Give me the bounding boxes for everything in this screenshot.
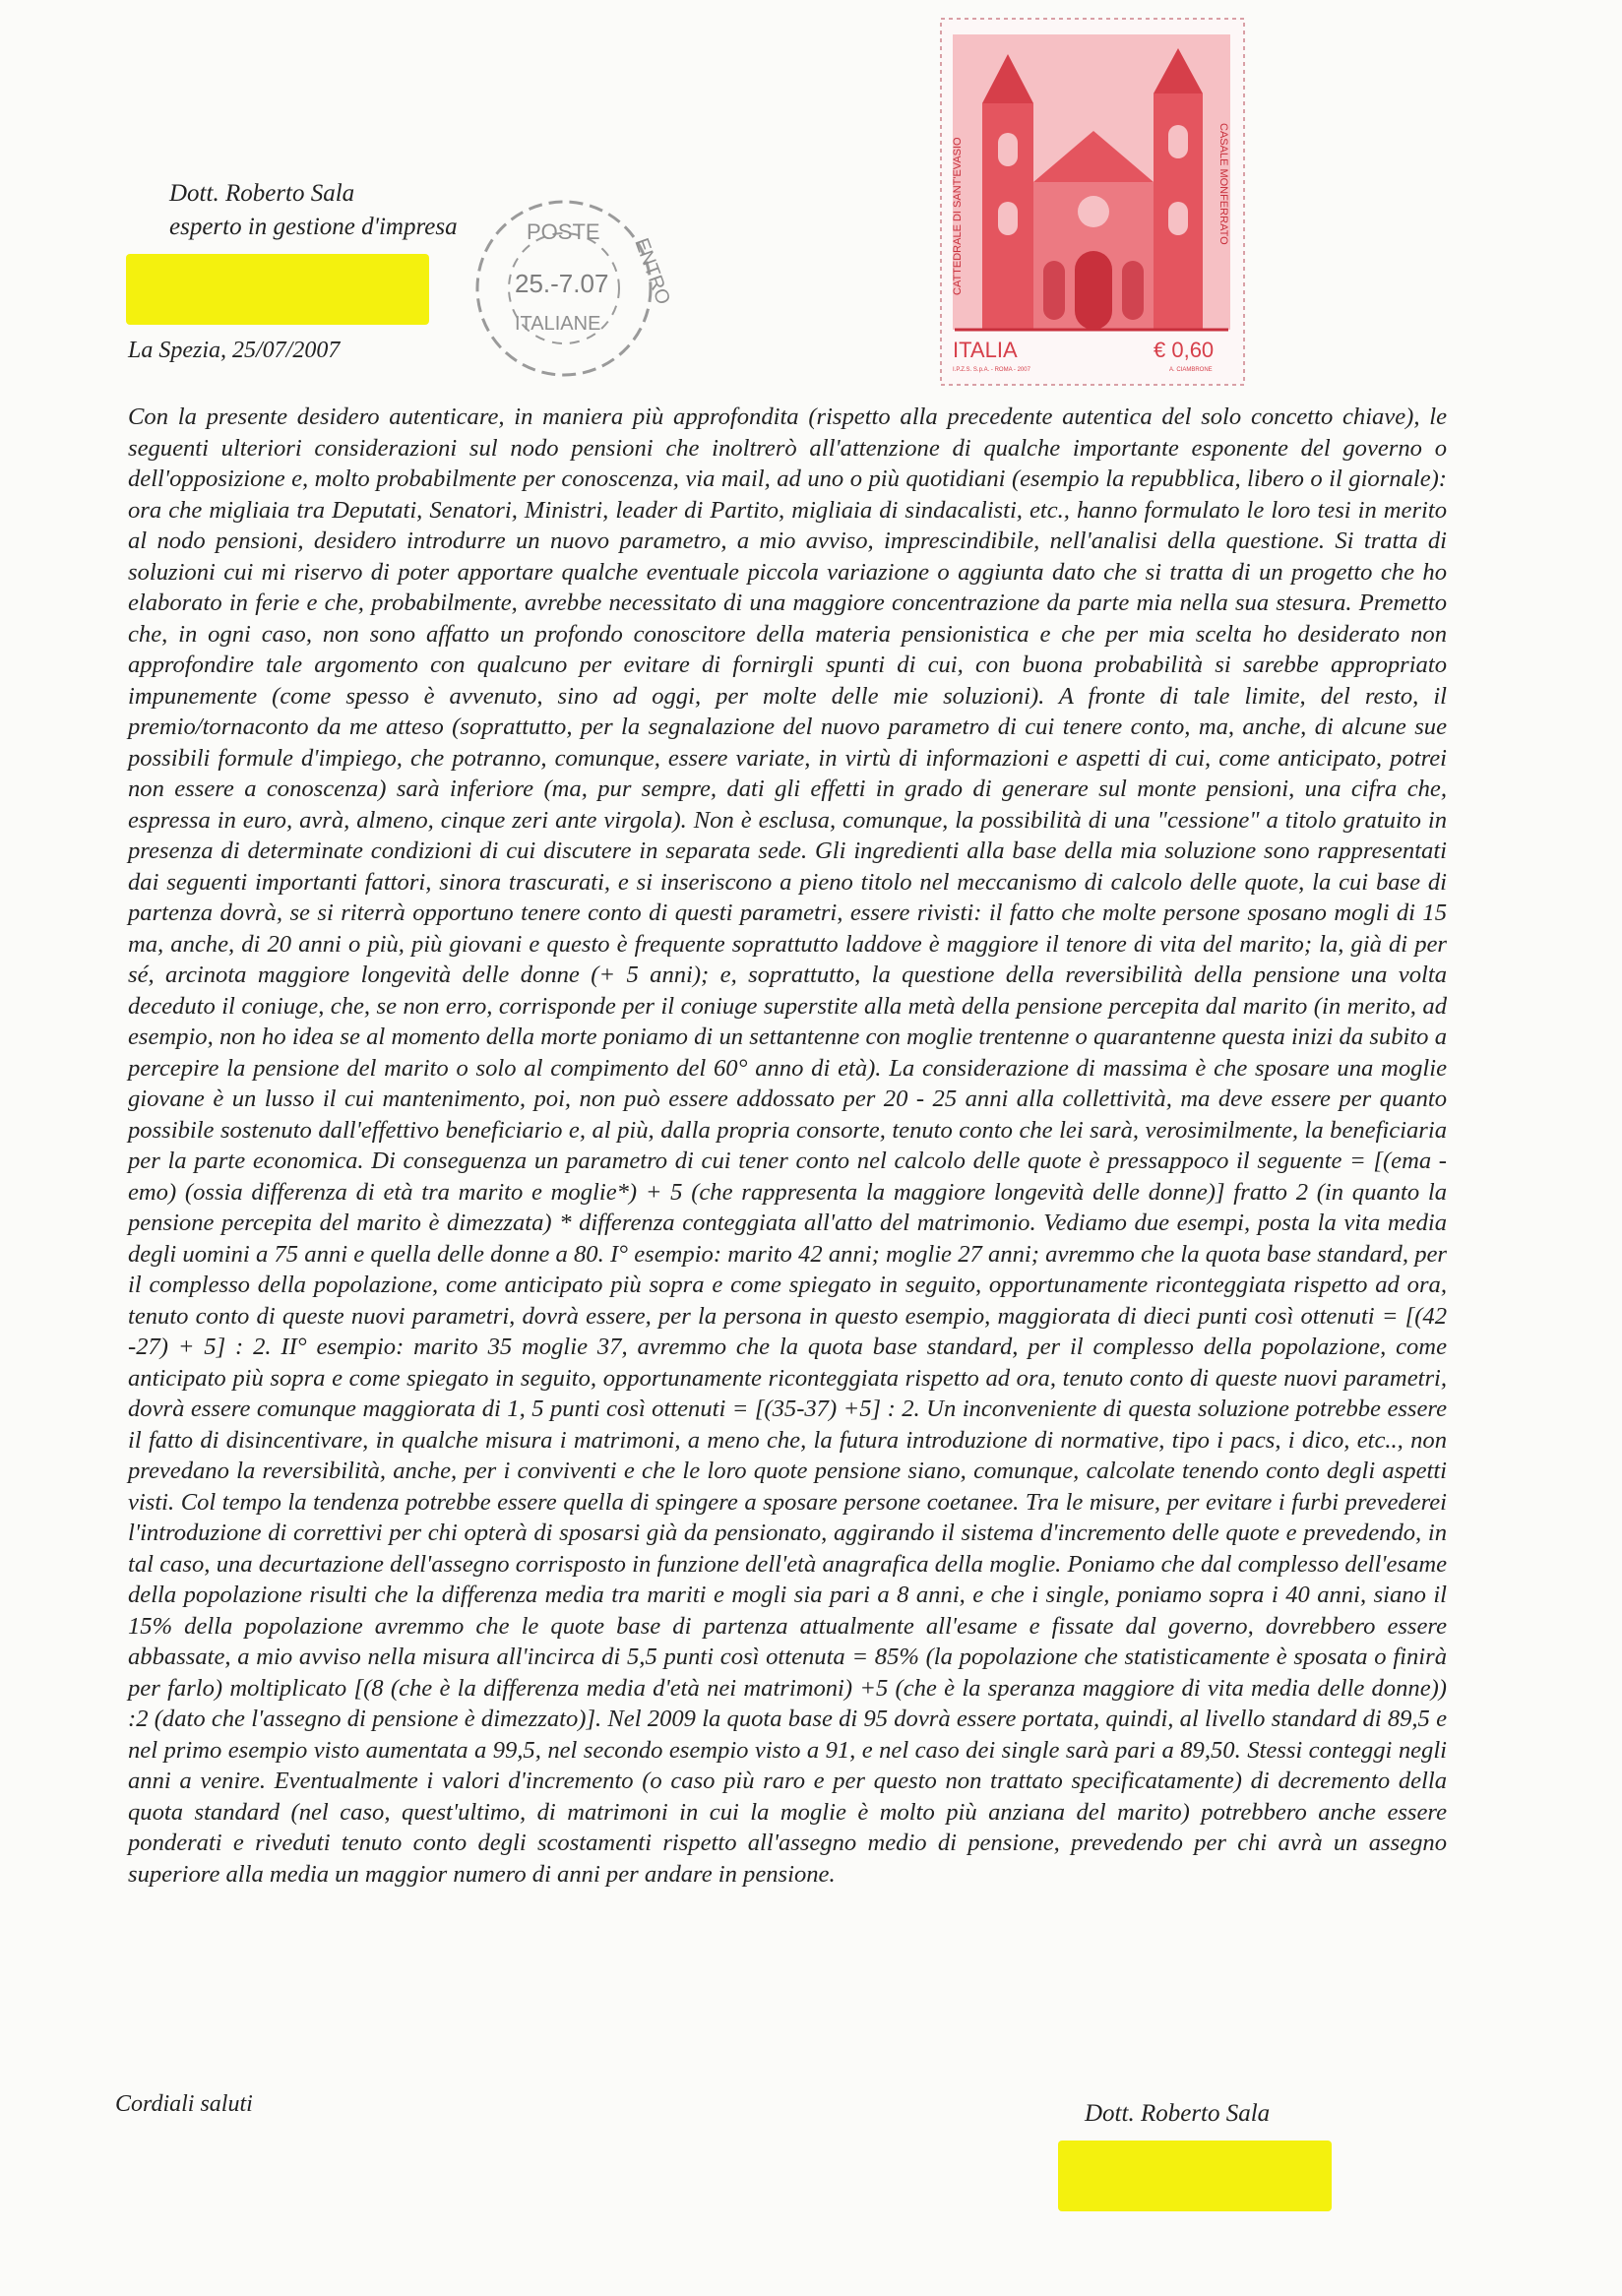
- sender-name: Dott. Roberto Sala: [169, 180, 355, 207]
- postmark-date: 25.-7.07: [515, 269, 609, 298]
- sender-role: esperto in gestione d'impresa: [169, 214, 458, 240]
- postmark-right-text: ENTRO: [630, 235, 674, 308]
- closing-salutation: Cordiali saluti: [115, 2091, 253, 2117]
- letter-body: Con la presente desidero autenticare, in maniera più approfondita (rispetto alla precedente autentica del solo concetto chiave), le seguenti ulteriori considerazioni sul nodo pensioni che inoltrerò all'attenzione di qualche importante esponente del governo o dell'opposizione e, molto probabilmente per conoscenza, via mail, ad uno o più quotidiani (esempio la repubblica, libero o il giornale): ora che migliaia tra Deputati, Senatori, Ministri, leader di Partito, migliaia di sindacalisti, etc., hanno formulato le loro tesi in merito al nodo pensioni, desidero introdurre un nuovo parametro, a mio avviso, imprescindibile, nell'analisi della questione. Si tratta di soluzioni cui mi riservo di poter apportare qualche eventuale piccola variazione o aggiunta dato che si tratta di un progetto che ho elaborato in ferie e che, probabilmente, avrebbe necessitato di una maggiore concentrazione da parte mia nella sua stesura. Premetto che, in ogni caso, non sono affatto un profondo conoscitore della materia pensionistica e che per mia scelta ho desiderato non approfondire tale argomento con qualcuno per evitare di fornirgli spunti di cui, con buona probabilità si sarebbe appropriato impunemente (come spesso è avvenuto, sino ad oggi, per molte delle mie soluzioni). A fronte di tale limite, del resto, il premio/tornaconto da me atteso (soprattutto, per la segnalazione del nuovo parametro di cui tenere conto, ma, anche, di alcune sue possibili formule d'impiego, che potranno, comunque, essere variate, in virtù di informazioni e aspetti di cui, come anticipato, potrei non essere a conoscenza) sarà inferiore (ma, pur sempre, dati gli effetti in grado di generare sul monte pensioni, una cifra che, espressa in euro, avrà, almeno, cinque zeri ante virgola). Non è esclusa, comunque, la possibilità di una "cessione" a titolo gratuito in presenza di determinate condizioni di cui discutere in separata sede. Gli ingredienti alla base della mia soluzione sono rappresentati dai seguenti importanti fattori, sinora trascurati, e si inseriscono a pieno titolo nel meccanismo di calcolo delle quote, la cui base di partenza dovrà, se si riterrà opportuno tenere conto di questi parametri, essere rivisti: il fatto che molte persone sposano mogli di 15 ma, anche, di 20 anni o più, più giovani e questo è frequente soprattutto laddove è maggiore il tenore di vita del marito; la, già di per sé, arcinota maggiore longevità delle donne (+ 5 anni); e, soprattutto, la questione della reversibilità della pensione una volta deceduto il coniuge, che, se non erro, corrisponde per il coniuge superstite alla metà della pensione percepita dal marito (in merito, ad esempio, non ho idea se al momento della morte poniamo di un settantenne con moglie trentenne o quarantenne questa inizi da subito a percepire la pensione del marito o solo al compimento del 60° anno di età). La considerazione di massima è che sposare una moglie giovane è un lusso il cui mantenimento, poi, non può essere addossato per 20 - 25 anni alla collettività, ma deve essere per quanto possibile sostenuto dall'effettivo beneficiario e, al più, dalla propria consorte, tenuto conto che lei sarà, verosimilmente, la beneficiaria per la parte economica. Di conseguenza un parametro di cui tener conto nel calcolo delle quote è pressappoco il seguente = [(ema - emo) (ossia differenza di età tra marito e moglie*) + 5 (che rappresenta la maggiore longevità delle donne)] fratto 2 (in quanto la pensione percepita del marito è dimezzata) * differenza conteggiata all'atto del matrimonio. Vediamo due esempi, posta la vita media degli uomini a 75 anni e quella delle donne a 80. I° esempio: marito 42 anni; moglie 27 anni; avremmo che la quota base standard, per il complesso della popolazione, come anticipato più sopra e come spiegato in seguito, opportunamente riconteggiata rispetto ad ora, tenuto conto di queste nuovi parametri, dovrà essere, per la persona in questo esempio, maggiorata di dieci punti così ottenuti = [(42 -27) + 5] : 2. II° esempio: marito 35 moglie 37, avremmo che la quota base standard, per il complesso della popolazione, come anticipato più sopra e come spiegato in seguito, opportunamente riconteggiata rispetto ad ora, tenuto conto di queste nuovi parametri, dovrà essere comunque maggiorata di 1, 5 punti così ottenuti = [(35-37) +5] : 2. Un inconveniente di questa soluzione potrebbe essere il fatto di disincentivare, in qualche misura i matrimoni, a meno che, la futura introduzione di normative, tipo i pacs, i dico, etc.., non prevedano la reversibilità, anche, per i conviventi e che le loro quote pensione siano, comunque, calcolate tenendo conto degli aspetti visti. Col tempo la tendenza potrebbe essere quella di spingere a sposare persone coetanee. Tra le misure, per evitare i furbi prevederei l'introduzione di correttivi per chi opterà di sposarsi già da pensionato, aggirando il sistema d'incremento delle quote e prevedendo, in tal caso, una decurtazione dell'assegno corrisposto in funzione dell'età anagrafica della moglie. Poniamo che dal complesso dell'esame della popolazione risulti che la differenza media tra mariti e mogli sia pari a 8 anni, e che i single, poniamo sopra i 40 anni, siano il 15% della popolazione avremmo che le quote base di partenza attualmente all'esame e fissate dal governo, dovrebbero essere abbassate, a mio avviso nella misura all'incirca di 5,5 punti così ottenuta = 85% (la popolazione che statisticamente è sposata o finirà per farlo) moltiplicato [(8 (che è la differenza media d'età nei matrimoni) +5 (che è la speranza maggiore di vita media delle donne)) :2 (dato che l'assegno di pensione è dimezzato)]. Nel 2009 la quota base di 95 dovrà essere portata, quindi, al livello standard di 89,5 e nel primo esempio visto aumentata a 99,5, nel secondo esempio visto a 91, e nel caso dei single sarà pari a 89,50. Stessi conteggi negli anni a venire. Eventualmente i valori d'incremento (o caso più raro e per questo non trattato specificatamente) di decremento della quota standard (nel caso, quest'ultimo, di matrimoni in cui la moglie è molto più anziana del marito) potrebbero anche essere ponderati e riveduti tenuto conto degli scostamenti rispetto all'assegno medio di pensione, prevedendo per chi avrà un assegno superiore alla media un maggior numero di anni per andare in pensione.: [128, 403, 1447, 1888]
- signature-redaction-highlight: [1058, 2141, 1332, 2211]
- sender-block: [169, 177, 458, 244]
- place-date: La Spezia, 25/07/2007: [128, 338, 341, 363]
- stamp-printer: I.P.Z.S. S.p.A. - ROMA - 2007: [953, 367, 1030, 373]
- address-redaction-highlight: [126, 254, 429, 325]
- postmark: [448, 182, 684, 389]
- stamp-right-caption: CASALE MONFERRATO: [1217, 123, 1229, 245]
- postmark-bottom-text: ITALIANE: [515, 313, 601, 335]
- cathedral-illustration: [953, 34, 1230, 330]
- signature-name: Dott. Roberto Sala: [1085, 2100, 1271, 2127]
- stamp-country: ITALIA: [953, 338, 1018, 362]
- stamp-designer: A. CIAMBRONE: [1169, 367, 1213, 373]
- postage-stamp: [935, 15, 1250, 389]
- stamp-left-caption: CATTEDRALE DI SANT'EVASIO: [952, 137, 964, 295]
- stamp-value: € 0,60: [1154, 338, 1215, 362]
- postmark-top-text: POSTE: [527, 219, 600, 244]
